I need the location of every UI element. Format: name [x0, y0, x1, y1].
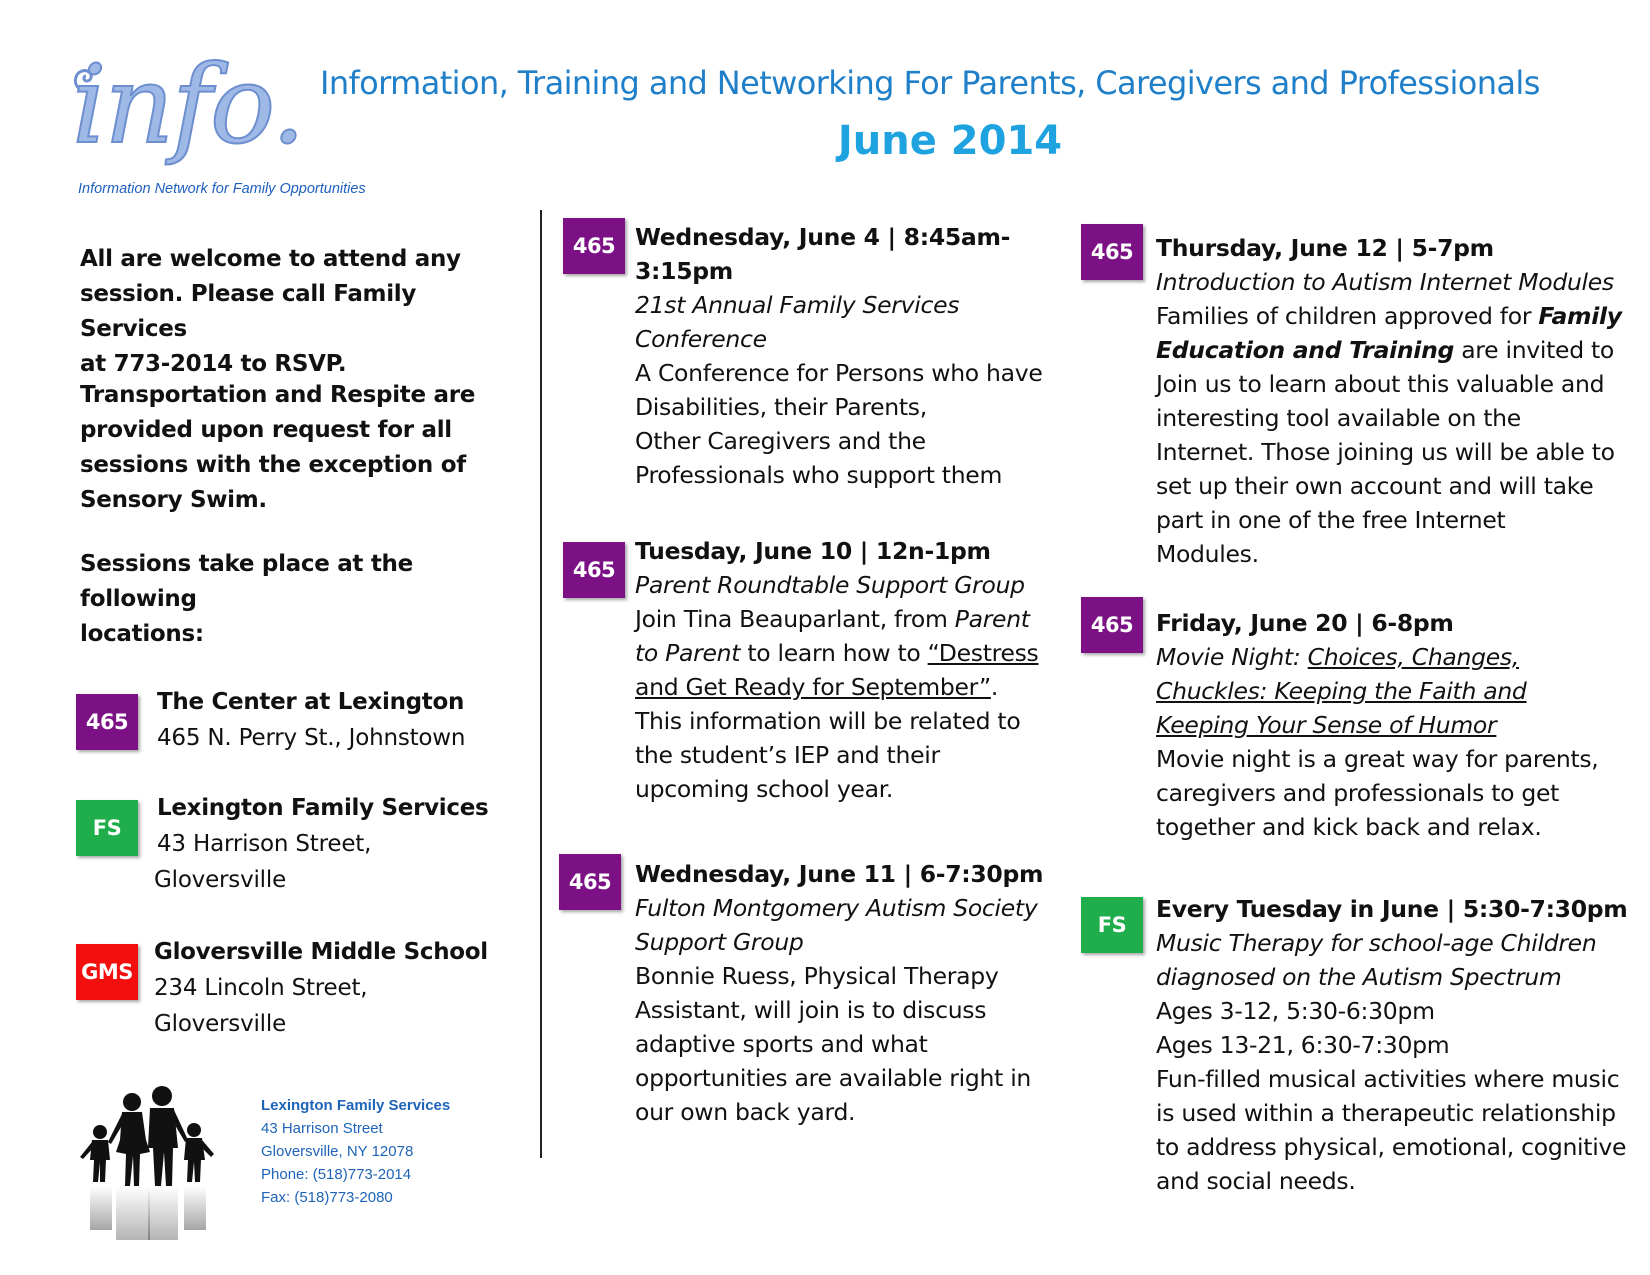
location-address: 465 N. Perry St., Johnstown	[157, 725, 466, 751]
event-description	[1156, 299, 1622, 333]
event-badge-465: 465	[559, 854, 621, 910]
intro-line: at 773-2014 to RSVP.	[80, 351, 347, 377]
location-name: Gloversville Middle School	[154, 939, 488, 965]
event-description: Join us to learn about this valuable and	[1156, 370, 1605, 398]
intro-paragraph-transport	[80, 378, 520, 518]
event-every-tuesday	[1156, 892, 1627, 1198]
text-run: “Destress	[927, 639, 1039, 667]
event-badge-465: 465	[1081, 597, 1143, 653]
intro-line: provided upon request for all	[80, 417, 452, 443]
text-run: Family	[1538, 302, 1622, 330]
event-description: upcoming school year.	[635, 775, 894, 803]
location-address: Gloversville	[154, 1011, 287, 1037]
event-description: set up their own account and will take	[1156, 472, 1594, 500]
text-run: Join Tina Beauparlant, from	[635, 605, 955, 633]
logo-wordmark: info.	[72, 43, 304, 168]
event-june-10	[635, 534, 1039, 806]
event-description: Ages 3-12, 5:30-6:30pm	[1156, 997, 1435, 1025]
location-name: Lexington Family Services	[157, 795, 489, 821]
event-description	[635, 602, 1039, 636]
event-subtitle: Music Therapy for school-age Children	[1156, 929, 1597, 957]
footer-fax: Fax: (518)773-2080	[261, 1189, 393, 1206]
intro-paragraph-locations	[80, 547, 520, 652]
event-heading: Wednesday, June 11 | 6-7:30pm	[635, 860, 1044, 888]
column-divider	[540, 210, 542, 1158]
movie-title: Choices, Changes,	[1307, 643, 1519, 671]
event-description: our own back yard.	[635, 1098, 856, 1126]
event-june-20	[1156, 606, 1598, 844]
event-description: Disabilities, their Parents,	[635, 393, 927, 421]
event-description: is used within a therapeutic relationship	[1156, 1099, 1616, 1127]
footer-street: 43 Harrison Street	[261, 1120, 383, 1137]
footer-city: Gloversville, NY 12078	[261, 1143, 414, 1160]
event-subtitle: Conference	[635, 325, 767, 353]
event-description: part in one of the free Internet	[1156, 506, 1506, 534]
text-run: Education and Training	[1156, 336, 1455, 364]
event-june-11	[635, 857, 1043, 1129]
event-subtitle: Support Group	[635, 928, 804, 956]
event-description: This information will be related to	[635, 707, 1021, 735]
event-description: Modules.	[1156, 540, 1259, 568]
text-run: are invited to	[1454, 336, 1614, 364]
logo-subtitle: Information Network for Family Opportunities	[78, 181, 366, 197]
text-run: and Get Ready for September”	[635, 673, 991, 701]
event-heading: Thursday, June 12 | 5-7pm	[1156, 234, 1494, 262]
event-subtitle: Introduction to Autism Internet Modules	[1156, 268, 1614, 296]
event-description: caregivers and professionals to get	[1156, 779, 1560, 807]
event-description: Professionals who support them	[635, 461, 1003, 489]
location-badge-fs: FS	[76, 800, 138, 856]
event-description: together and kick back and relax.	[1156, 813, 1542, 841]
intro-line: All are welcome to attend any	[80, 246, 461, 272]
event-description: Ages 13-21, 6:30-7:30pm	[1156, 1031, 1450, 1059]
event-subtitle	[1156, 640, 1598, 674]
footer-contact	[261, 1094, 450, 1209]
intro-line: Transportation and Respite are	[80, 382, 476, 408]
intro-line: Sensory Swim.	[80, 487, 267, 513]
event-description: adaptive sports and what	[635, 1030, 928, 1058]
event-description: and social needs.	[1156, 1167, 1356, 1195]
event-description	[1156, 333, 1622, 367]
event-description: interesting tool available on the	[1156, 404, 1521, 432]
event-description: A Conference for Persons who have	[635, 359, 1043, 387]
intro-line: locations:	[80, 621, 204, 647]
event-heading: Friday, June 20 | 6-8pm	[1156, 609, 1454, 637]
event-heading: 3:15pm	[635, 257, 733, 285]
movie-title: Chuckles: Keeping the Faith and	[1156, 677, 1527, 705]
event-description	[635, 636, 1039, 670]
event-badge-465: 465	[563, 542, 625, 598]
event-description: Internet. Those joining us will be able to	[1156, 438, 1615, 466]
movie-title: Keeping Your Sense of Humor	[1156, 711, 1497, 739]
text-run: .	[990, 673, 999, 701]
location-center-lexington	[157, 684, 465, 756]
event-description: the student’s IEP and their	[635, 741, 940, 769]
event-description: Bonnie Ruess, Physical Therapy	[635, 962, 999, 990]
event-heading: Tuesday, June 10 | 12n-1pm	[635, 537, 991, 565]
page-month: June 2014	[837, 118, 1063, 164]
event-description: Assistant, will join is to discuss	[635, 996, 987, 1024]
event-subtitle: Parent Roundtable Support Group	[635, 571, 1025, 599]
location-badge-465: 465	[76, 694, 138, 750]
text-run: Movie Night:	[1156, 643, 1308, 671]
event-description: opportunities are available right in	[635, 1064, 1032, 1092]
location-name: The Center at Lexington	[157, 689, 465, 715]
footer-org-name: Lexington Family Services	[261, 1097, 451, 1114]
event-subtitle: 21st Annual Family Services	[635, 291, 960, 319]
event-june-4	[635, 220, 1043, 492]
event-description: Fun-filled musical activities where music	[1156, 1065, 1620, 1093]
location-address: 43 Harrison Street,	[157, 831, 372, 857]
location-address: 234 Lincoln Street,	[154, 975, 368, 1001]
footer-phone: Phone: (518)773-2014	[261, 1166, 412, 1183]
event-badge-fs: FS	[1081, 897, 1143, 953]
location-lexington-family-services	[154, 790, 489, 898]
location-address: Gloversville	[154, 867, 287, 893]
event-heading: Wednesday, June 4 | 8:45am-	[635, 223, 1011, 251]
page-title: Information, Training and Networking For Parents, Caregivers and Professionals	[320, 64, 1540, 102]
text-run: to Parent	[635, 639, 741, 667]
text-run: Parent	[954, 605, 1030, 633]
event-description	[635, 670, 1039, 704]
event-heading: Every Tuesday in June | 5:30-7:30pm	[1156, 895, 1628, 923]
intro-line: sessions with the exception of	[80, 452, 466, 478]
location-gloversville-middle-school	[154, 934, 488, 1042]
event-badge-465: 465	[563, 218, 625, 274]
event-subtitle: diagnosed on the Autism Spectrum	[1156, 963, 1562, 991]
event-description: to address physical, emotional, cognitive	[1156, 1133, 1627, 1161]
event-badge-465: 465	[1081, 224, 1143, 280]
intro-line: Sessions take place at the following	[80, 551, 413, 612]
intro-line: session. Please call Family Services	[80, 281, 417, 342]
location-badge-gms: GMS	[76, 944, 138, 1000]
event-june-12	[1156, 231, 1622, 571]
family-silhouette-image	[72, 1082, 222, 1240]
event-description: Other Caregivers and the	[635, 427, 926, 455]
intro-paragraph-rsvp	[80, 242, 520, 382]
text-run: Families of children approved for	[1156, 302, 1539, 330]
event-subtitle: Fulton Montgomery Autism Society	[635, 894, 1038, 922]
event-description: Movie night is a great way for parents,	[1156, 745, 1599, 773]
text-run: to learn how to	[740, 639, 928, 667]
